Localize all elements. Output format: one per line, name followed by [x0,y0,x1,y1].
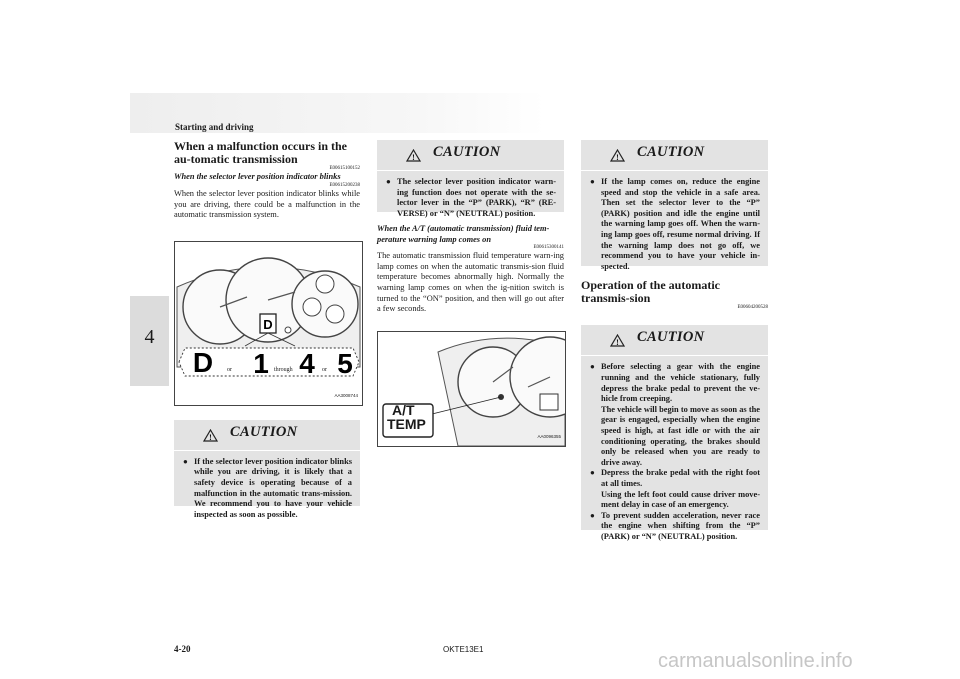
watermark-site: carmanualsonline.info [658,650,853,672]
label-or-1: or [227,366,232,373]
caution-item: ● To prevent sudden acceleration, never race the engine when shifting from the “P” (PARK) or “N” (NEUTRAL) position. [590,510,760,541]
page-number: 4-20 [174,644,191,654]
warning-triangle-icon [610,334,625,347]
heading-malfunction: When a malfunction occurs in the au-tomatic transmission [174,139,348,167]
chapter-number: 4 [144,326,155,348]
at-temp-figure [377,331,566,447]
warning-triangle-icon [610,149,625,162]
caution-header [581,146,768,171]
chapter-tab [130,296,169,386]
section-title: Starting and driving [175,122,254,132]
instrument-cluster-illustration [175,242,362,405]
bullet-icon: ● [183,456,188,466]
warning-triangle-icon [406,149,421,162]
column-3 [581,140,768,541]
subheading-code: E00615200238 [329,183,360,188]
column-2 [377,140,564,447]
body-text: The automatic transmission fluid temperature warn-ing lamp comes on when the automatic transmis-sion fluid temperature becomes abnormally high. Normally the warning lamp comes on when the ig-nition switch is turned to the “ON” position, and then will go out after a few seconds. [377,251,564,314]
caution-item: ● If the selector lever position indicator blinks while you are driving, it is likely that a safety device is operating because of a malfunction in the automatic trans-mission. We recommend you to have your vehicle inspected as soon as possible. [183,456,352,519]
caution-title: CAUTION [637,329,705,346]
doc-code: OKTE13E1 [443,645,484,654]
subheading-code: E00615300141 [533,245,564,251]
caution-title: CAUTION [230,423,298,440]
svg-text:D: D [263,316,273,332]
warning-triangle-icon [203,429,218,442]
caution-item: ● If the lamp comes on, reduce the engine speed and stop the vehicle in a safe area. Then set the selector lever to the “P” (PARK) position and idle the engine until the warning lamp goes off. When the warn-ing lamp goes off, resume normal driving. If the warning lamp does not go off, we recommend you to have your vehicle in-spected. [590,177,760,271]
caution-item: ● Before selecting a gear with the engine running and the vehicle stationary, fully depress the brake pedal to prevent the ve-hicle from creeping. The vehicle will begin to move as soon as the gear is engaged, especially when the engine speed is high, at fast idle or with the air conditioning operating, the brakes should only be released when you are ready to drive away. [590,362,760,467]
bullet-icon: ● [386,177,391,186]
caution-box-1 [174,420,360,519]
figure-code: AA0096355 [537,434,561,440]
subheading-indicator-blinks: When the selector lever position indicator blinks [174,172,341,182]
caution-box-4 [581,325,768,541]
column-1 [174,139,360,519]
caution-header [174,423,360,451]
at-label-line2: TEMP [387,415,426,432]
bullet-icon: ● [590,177,595,186]
caution-box-2 [377,140,564,218]
svg-text:D: D [192,346,214,378]
heading-operation: Operation of the automatic transmis-sion [581,278,720,306]
at-label-line1: A/T [392,401,415,418]
svg-text:1: 1 [253,347,269,379]
label-or-2: or [322,366,327,373]
subheading-fluid-temp: When the A/T (automatic transmission) fluid tem-perature warning lamp comes on [377,224,550,244]
caution-title: CAUTION [637,144,705,160]
svg-text:4: 4 [299,347,315,379]
svg-text:!: ! [412,153,415,162]
svg-text:5: 5 [337,347,353,379]
heading-code: E00604200528 [737,305,768,311]
bullet-icon: ● [590,510,595,520]
caution-item: ● The selector lever position indicator warn-ing function does not operate with the se-lector lever in the “P” (PARK), “R” (RE-VERSE) or “N” (NEUTRAL) position. [386,177,556,218]
figure-code: AA3008744 [334,393,358,399]
body-text: When the selector lever position indicator blinks while you are driving, there could be a malfunction in the automatic transmission system. [174,189,360,220]
instrument-cluster-figure [174,241,363,406]
caution-item: ● Depress the brake pedal with the right foot at all times. Using the left foot could cause driver move-ment delay in case of an emergency. [590,468,760,510]
svg-text:!: ! [616,338,619,348]
bullet-icon: ● [590,362,595,372]
caution-title: CAUTION [433,144,501,160]
svg-text:!: ! [616,153,619,162]
label-through: through [274,366,293,373]
heading-code: E00615100152 [329,166,360,172]
caution-header [581,331,768,356]
svg-text:!: ! [209,432,212,442]
caution-header [377,146,564,171]
caution-box-3 [581,140,768,271]
bullet-icon: ● [590,468,595,478]
